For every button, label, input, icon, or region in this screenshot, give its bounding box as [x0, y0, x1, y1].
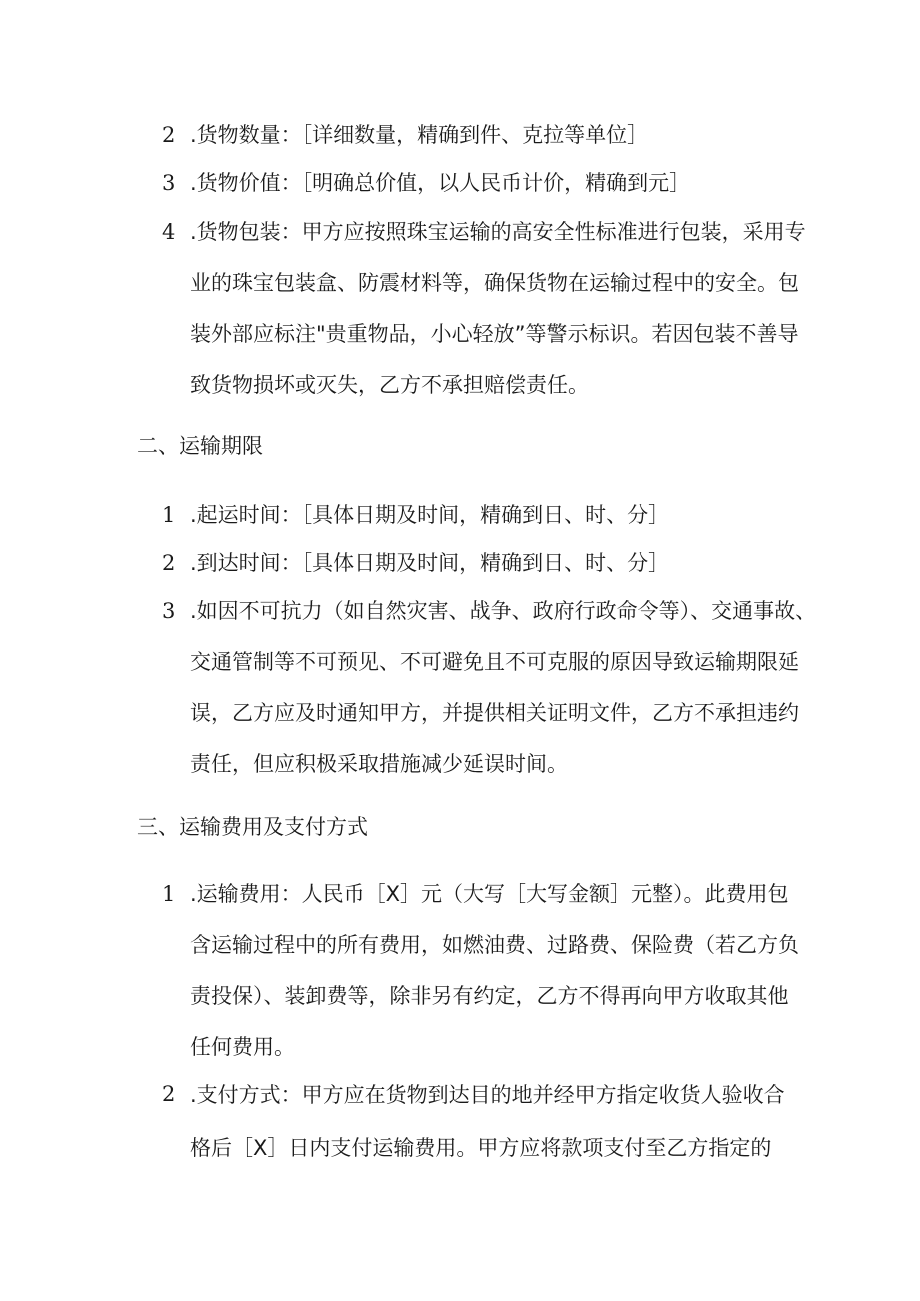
- list-number: 1: [162, 882, 176, 906]
- list-number: 2: [162, 551, 176, 575]
- list-number: 2: [162, 123, 176, 147]
- list-item-text: [190, 490, 802, 541]
- list-item-transport-fee: [162, 869, 802, 1073]
- text-line: .货物价值：［明确总价值，以人民币计价，精确到元］: [190, 171, 691, 195]
- list-number: 3: [162, 171, 176, 195]
- list-item-text: [190, 207, 806, 411]
- text-line: .货物数量：［详细数量，精确到件、克拉等单位］: [190, 123, 649, 147]
- text-line: 业的珠宝包装盒、防震材料等，确保货物在运输过程中的安全。包: [190, 271, 799, 295]
- list-item-arrival-time: [162, 538, 802, 589]
- list-item-text: [190, 586, 817, 790]
- text-line: 格后［X］日内支付运输费用。甲方应将款项支付至乙方指定的: [190, 1136, 772, 1160]
- text-line: 致货物损坏或灭失，乙方不承担赔偿责任。: [190, 373, 589, 397]
- section-heading-transport-period: 二、运输期限: [137, 434, 263, 458]
- text-line: 误，乙方应及时通知甲方，并提供相关证明文件，乙方不承担违约: [190, 701, 799, 725]
- text-line: 交通管制等不可预见、不可避免且不可克服的原因导致运输期限延: [190, 650, 799, 674]
- list-item-force-majeure: [162, 586, 817, 790]
- list-item-text: [190, 1069, 802, 1175]
- text-line: 责任，但应积极采取措施减少延误时间。: [190, 752, 568, 776]
- text-line: .货物包装：甲方应按照珠宝运输的高安全性标准进行包装，采用专: [190, 220, 806, 244]
- list-item-text: [190, 538, 802, 589]
- list-number: 1: [162, 503, 176, 527]
- text-line: 含运输过程中的所有费用，如燃油费、过路费、保险费（若乙方负: [190, 933, 799, 957]
- list-item-departure-time: [162, 490, 802, 541]
- text-line: 装外部应标注"贵重物品，小心轻放”等警示标识。若因包装不善导: [190, 322, 799, 346]
- text-line: .运输费用：人民币［X］元（大写［大写金额］元整）。此费用包: [190, 882, 789, 906]
- list-number: 3: [162, 599, 176, 623]
- list-item-cargo-quantity: [162, 110, 802, 161]
- text-line: 责投保）、装卸费等，除非另有约定，乙方不得再向甲方收取其他: [190, 984, 789, 1008]
- text-line: .起运时间：［具体日期及时间，精确到日、时、分］: [190, 503, 670, 527]
- list-number: 2: [162, 1082, 176, 1106]
- text-line: 任何费用。: [190, 1035, 295, 1059]
- text-line: .到达时间：［具体日期及时间，精确到日、时、分］: [190, 551, 670, 575]
- list-item-text: [190, 158, 802, 209]
- text-line: .支付方式：甲方应在货物到达目的地并经甲方指定收货人验收合: [190, 1083, 785, 1107]
- list-item-cargo-value: [162, 158, 802, 209]
- list-item-payment-method: [162, 1069, 802, 1175]
- list-number: 4: [162, 220, 176, 244]
- list-item-text: [190, 869, 802, 1073]
- list-item-text: [190, 110, 802, 161]
- section-heading-fees-payment: 三、运输费用及支付方式: [137, 815, 368, 839]
- list-item-cargo-packaging: [162, 207, 806, 411]
- text-line: .如因不可抗力（如自然灾害、战争、政府行政命令等）、交通事故、: [190, 599, 817, 623]
